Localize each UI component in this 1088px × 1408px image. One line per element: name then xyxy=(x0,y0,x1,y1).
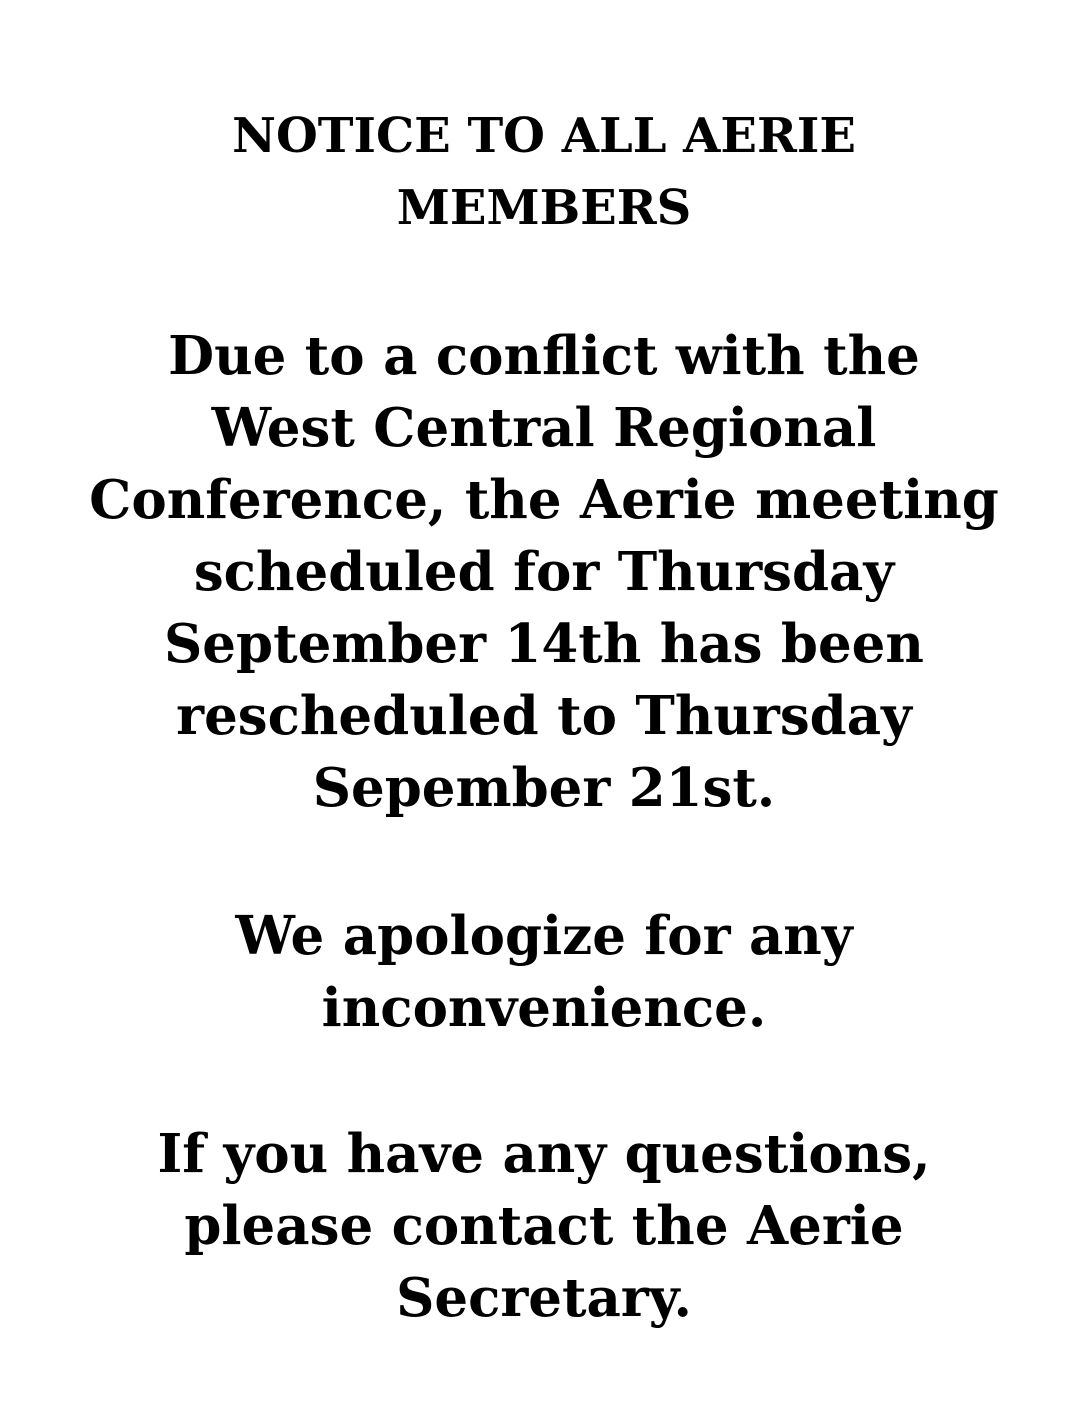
paragraph-line: rescheduled to Thursday xyxy=(176,685,912,747)
paragraph-line: If you have any questions, xyxy=(157,1123,931,1185)
paragraph-line: inconvenience. xyxy=(321,977,767,1039)
title-line: MEMBERS xyxy=(396,180,692,236)
paragraph-line: scheduled for Thursday xyxy=(193,541,895,603)
paragraph-line: Conference, the Aerie meeting xyxy=(89,469,999,531)
apology-paragraph xyxy=(0,900,1088,1044)
contact-paragraph xyxy=(0,1118,1088,1334)
notice-title xyxy=(0,100,1088,244)
paragraph-line: We apologize for any xyxy=(235,905,853,967)
reschedule-paragraph xyxy=(0,320,1088,824)
paragraph-line: West Central Regional xyxy=(211,397,877,459)
paragraph-line: Sepember 21st. xyxy=(312,757,776,819)
paragraph-line: September 14th has been xyxy=(164,613,924,675)
title-line: NOTICE TO ALL AERIE xyxy=(232,108,856,164)
paragraph-line: please contact the Aerie xyxy=(184,1195,904,1257)
paragraph-line: Due to a conflict with the xyxy=(168,325,920,387)
paragraph-line: Secretary. xyxy=(396,1267,692,1329)
